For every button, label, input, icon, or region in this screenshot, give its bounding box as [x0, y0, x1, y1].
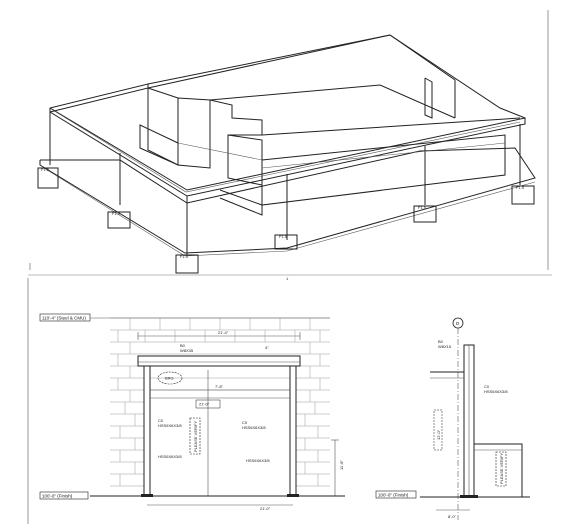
low-block-front [140, 125, 178, 165]
elevation-left [40, 314, 345, 511]
base-plate [141, 494, 153, 497]
dimension-height: 11'-8" [339, 460, 344, 470]
footing [176, 254, 198, 273]
level-title-bottom: 100'-0" (Finish) [378, 492, 409, 498]
page-marker: 1 [286, 276, 289, 281]
field-verify-note: PLEASE VERIFY [193, 420, 198, 452]
rear-wall-base [210, 85, 455, 118]
footing-label: F1.5 [112, 211, 121, 216]
dimension-height: 12'-0" [436, 429, 441, 440]
col-left-label: C0 [158, 418, 164, 423]
field-verify-note: PLEASE VERIFY [499, 452, 504, 484]
column-right [290, 366, 296, 496]
footing-label: F1.5 [180, 254, 189, 259]
col-left-size2: HSS6X6X3/8 [158, 454, 182, 459]
callout-label: BRG [165, 375, 174, 381]
dimension-mid: 7'-8" [215, 384, 223, 389]
col-right-label: C0 [242, 420, 248, 425]
step-ledge-lines [262, 143, 505, 168]
col-size: HSS6X6X3/8 [484, 389, 508, 394]
rear-door [425, 78, 432, 118]
level-title-bottom: 100'-0" (Finish) [42, 493, 73, 499]
footing-label: F1.5 [418, 205, 427, 210]
isometric-frame-view [30, 10, 548, 273]
ledge-line [178, 143, 262, 160]
frame-beam-right [148, 35, 525, 118]
grid-bubble [453, 318, 463, 328]
tall-block-side [178, 98, 210, 168]
col-right-size2: HSS6X6X3/8 [246, 458, 270, 463]
col-label: C0 [484, 384, 490, 389]
grid-bubble-label: D [456, 321, 460, 326]
tall-block-step [210, 100, 262, 135]
beam-note: 4" [265, 345, 269, 350]
dimension-bottom: 21'-0" [260, 506, 271, 511]
base-plate [287, 494, 299, 497]
footing-label: F1.5 [516, 185, 525, 190]
frame-beam-top [50, 84, 148, 112]
level-title-top: 110'-4" (Steel & CMU) [42, 315, 86, 321]
col-right-size: HSS6X6X3/8 [242, 425, 266, 430]
footing [38, 167, 58, 188]
header-beam [138, 356, 300, 366]
dimension-bottom: 8'-0" [448, 514, 456, 519]
footing-label: F1.5 [41, 167, 50, 172]
column-left [144, 366, 150, 496]
dimension-top: 21'-4" [218, 330, 229, 335]
step-ledge [262, 135, 505, 205]
dimension-mid2: 21'-0" [199, 401, 210, 407]
base-plate [460, 495, 478, 498]
beam-label: B0 [438, 339, 443, 344]
mid-block-top [228, 118, 520, 135]
elevation-right [376, 318, 530, 520]
beam-size: W8X15 [438, 344, 452, 349]
beam-label: B0 [180, 343, 185, 348]
footing-label: F1.5 [279, 234, 288, 239]
footing [512, 185, 534, 204]
footing [414, 205, 436, 222]
beam-size: W8X35 [180, 348, 194, 353]
footing [275, 234, 297, 249]
col-left-size: HSS6X6X3/8 [158, 423, 182, 428]
